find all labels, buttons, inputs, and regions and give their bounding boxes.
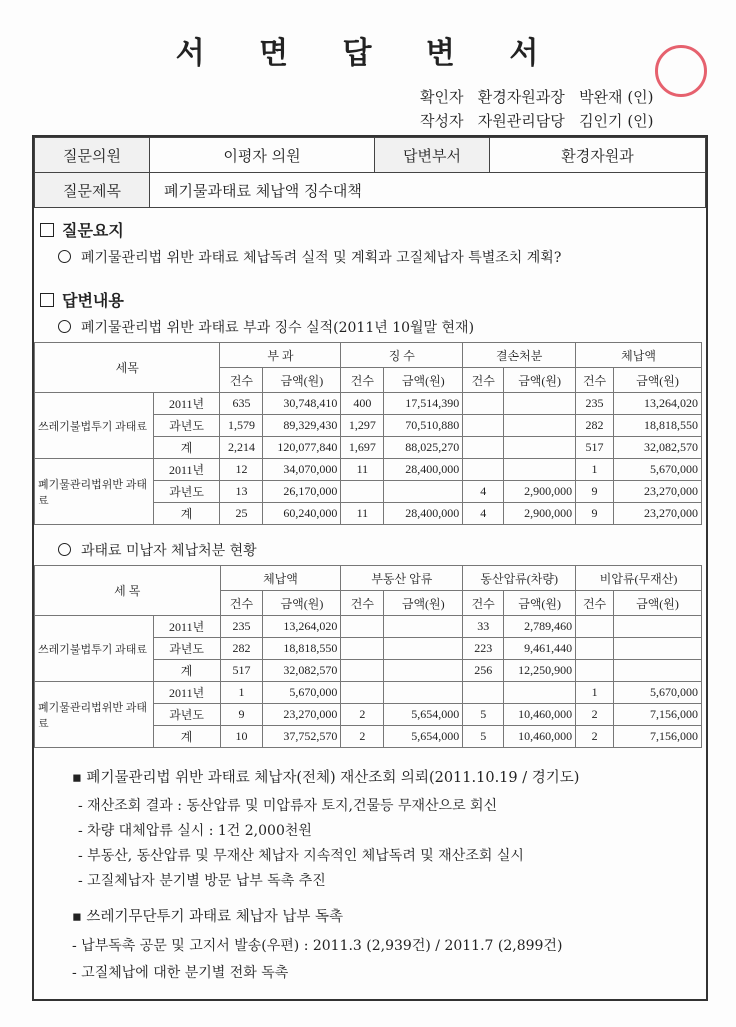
count-cell <box>576 660 614 682</box>
amount-cell: 32,082,570 <box>614 437 702 459</box>
table-row <box>35 616 702 638</box>
group-header: 동산압류(차량) <box>463 566 576 591</box>
count-cell <box>341 616 384 638</box>
item-header: 세 목 <box>35 566 221 616</box>
row-label: 계 <box>153 437 220 459</box>
amount-header: 금액(원) <box>504 368 576 393</box>
count-cell <box>463 415 504 437</box>
sig-role: 작성자 <box>420 112 464 130</box>
amount-cell <box>614 638 702 660</box>
count-cell: 33 <box>463 616 504 638</box>
amount-cell: 5,670,000 <box>614 459 702 481</box>
table-row <box>35 459 702 481</box>
dept-label: 답변부서 <box>375 138 490 173</box>
count-cell: 400 <box>341 393 384 415</box>
summary-text-value: 폐기물관리법 위반 과태료 체납독려 실적 및 계획과 고질체납자 특별조치 계획? <box>81 250 562 266</box>
amount-cell: 37,752,570 <box>263 726 341 748</box>
count-cell: 1,697 <box>341 437 384 459</box>
count-cell: 4 <box>463 503 504 525</box>
amount-cell <box>384 481 463 503</box>
amount-cell: 23,270,000 <box>614 503 702 525</box>
amount-cell: 120,077,840 <box>263 437 341 459</box>
count-cell <box>576 638 614 660</box>
amount-cell <box>614 660 702 682</box>
category-label: 쓰레기불법투기 과태료 <box>35 616 154 682</box>
count-cell <box>576 616 614 638</box>
group-header: 비압류(무재산) <box>576 566 702 591</box>
amount-header: 금액(원) <box>384 591 463 616</box>
row-label: 과년도 <box>153 704 220 726</box>
amount-cell: 28,400,000 <box>384 459 463 481</box>
row-label: 과년도 <box>153 481 220 503</box>
count-cell <box>341 481 384 503</box>
count-cell: 1 <box>220 682 263 704</box>
count-header: 건수 <box>463 368 504 393</box>
count-cell: 235 <box>220 616 263 638</box>
amount-header: 금액(원) <box>263 368 341 393</box>
amount-cell: 32,082,570 <box>263 660 341 682</box>
checkbox-icon <box>40 223 54 237</box>
sig-mark: (인) <box>627 88 654 106</box>
amount-cell: 30,748,410 <box>263 393 341 415</box>
subject-value: 폐기물과태료 체납액 징수대책 <box>150 173 706 208</box>
amount-cell: 7,156,000 <box>614 704 702 726</box>
document-title: 서 면 답 변 서 <box>175 36 561 71</box>
amount-header: 금액(원) <box>504 591 576 616</box>
item-header: 세목 <box>35 343 220 393</box>
answer-heading <box>40 288 124 311</box>
amount-cell: 89,329,430 <box>263 415 341 437</box>
count-cell: 25 <box>220 503 263 525</box>
bullet2-item: - 납부독촉 공문 및 고지서 발송(우편) : 2011.3 (2,939건) / 2011.7 (2,899건) <box>72 938 563 954</box>
count-cell: 2 <box>576 704 614 726</box>
amount-cell: 10,460,000 <box>504 726 576 748</box>
row-label: 2011년 <box>153 616 220 638</box>
signature-confirmer <box>420 86 654 107</box>
group-header: 징 수 <box>341 343 463 368</box>
count-cell: 11 <box>341 503 384 525</box>
count-cell: 13 <box>220 481 263 503</box>
group-header: 체납액 <box>576 343 702 368</box>
count-cell: 9 <box>576 503 614 525</box>
amount-cell: 9,461,440 <box>504 638 576 660</box>
summary-heading-text: 질문요지 <box>62 221 124 240</box>
group-header: 부동산 압류 <box>341 566 463 591</box>
amount-cell: 17,514,390 <box>384 393 463 415</box>
summary-heading <box>40 218 124 241</box>
amount-header: 금액(원) <box>263 591 341 616</box>
circle-bullet-icon <box>58 543 71 556</box>
amount-cell: 2,900,000 <box>504 503 576 525</box>
row-label: 계 <box>153 503 220 525</box>
amount-cell <box>504 459 576 481</box>
count-cell: 10 <box>220 726 263 748</box>
amount-cell: 28,400,000 <box>384 503 463 525</box>
count-cell <box>463 682 504 704</box>
count-cell: 12 <box>220 459 263 481</box>
questioner-value: 이평자 의원 <box>150 138 375 173</box>
sig-dept: 환경자원과장 <box>477 88 565 106</box>
table-row <box>35 682 702 704</box>
count-cell: 11 <box>341 459 384 481</box>
table1-caption-text: 폐기물관리법 위반 과태료 부과 징수 실적(2011년 10월말 현재) <box>81 320 475 336</box>
amount-cell: 60,240,000 <box>263 503 341 525</box>
checkbox-icon <box>40 293 54 307</box>
count-cell: 1 <box>576 459 614 481</box>
count-cell: 635 <box>220 393 263 415</box>
amount-cell <box>504 437 576 459</box>
count-cell <box>341 638 384 660</box>
count-cell: 2 <box>341 704 384 726</box>
row-label: 과년도 <box>153 638 220 660</box>
count-header: 건수 <box>220 591 263 616</box>
group-header: 결손처분 <box>463 343 576 368</box>
sig-name: 김인기 <box>579 112 623 130</box>
amount-cell: 13,264,020 <box>263 616 341 638</box>
amount-header: 금액(원) <box>384 368 463 393</box>
count-header: 건수 <box>341 591 384 616</box>
count-cell <box>463 459 504 481</box>
amount-header: 금액(원) <box>614 591 702 616</box>
count-cell: 1 <box>576 682 614 704</box>
amount-cell: 12,250,900 <box>504 660 576 682</box>
count-cell: 4 <box>463 481 504 503</box>
count-cell: 2 <box>341 726 384 748</box>
row-label: 계 <box>153 660 220 682</box>
row-label: 계 <box>153 726 220 748</box>
sig-role: 확인자 <box>420 88 464 106</box>
row-label: 2011년 <box>153 393 220 415</box>
amount-cell: 34,070,000 <box>263 459 341 481</box>
amount-cell <box>384 660 463 682</box>
amount-cell <box>384 638 463 660</box>
amount-cell: 23,270,000 <box>614 481 702 503</box>
count-header: 건수 <box>463 591 504 616</box>
amount-cell: 10,460,000 <box>504 704 576 726</box>
table2-caption <box>58 540 257 560</box>
count-header: 건수 <box>576 368 614 393</box>
count-cell: 1,579 <box>220 415 263 437</box>
bullet1-item: - 차량 대체압류 실시 : 1건 2,000천원 <box>78 823 312 839</box>
info-table <box>34 137 706 208</box>
amount-cell <box>504 682 576 704</box>
category-label: 폐기물관리법위반 과태료 <box>35 682 154 748</box>
sig-mark: (인) <box>627 112 654 130</box>
amount-cell: 5,654,000 <box>384 704 463 726</box>
count-cell <box>463 393 504 415</box>
bullet1-item: - 재산조회 결과 : 동산압류 및 미압류자 토지,건물등 무재산으로 회신 <box>78 798 498 814</box>
table1-caption <box>58 317 474 337</box>
count-cell: 517 <box>576 437 614 459</box>
category-label: 폐기물관리법위반 과태료 <box>35 459 154 525</box>
amount-cell <box>504 415 576 437</box>
amount-cell: 26,170,000 <box>263 481 341 503</box>
bullet1-head: ▪ 폐기물관리법 위반 과태료 체납자(전체) 재산조회 의뢰(2011.10.19 / 경기도) <box>72 770 580 786</box>
amount-cell: 5,654,000 <box>384 726 463 748</box>
amount-cell <box>384 616 463 638</box>
amount-cell: 2,900,000 <box>504 481 576 503</box>
count-cell <box>341 682 384 704</box>
amount-cell: 18,818,550 <box>614 415 702 437</box>
count-cell <box>463 437 504 459</box>
questioner-label: 질문의원 <box>35 138 150 173</box>
sig-name: 박완재 <box>579 88 623 106</box>
summary-text <box>58 247 561 267</box>
subject-label: 질문제목 <box>35 173 150 208</box>
amount-cell <box>504 393 576 415</box>
amount-cell: 5,670,000 <box>614 682 702 704</box>
red-seal-stamp <box>655 45 707 97</box>
amount-cell <box>614 616 702 638</box>
amount-header: 금액(원) <box>614 368 702 393</box>
signature-writer <box>420 110 654 131</box>
count-cell: 2,214 <box>220 437 263 459</box>
levy-collection-table <box>34 342 702 525</box>
count-cell: 2 <box>576 726 614 748</box>
count-cell: 256 <box>463 660 504 682</box>
count-cell: 5 <box>463 704 504 726</box>
circle-bullet-icon <box>58 320 71 333</box>
amount-cell: 23,270,000 <box>263 704 341 726</box>
count-cell: 9 <box>576 481 614 503</box>
dept-value: 환경자원과 <box>490 138 706 173</box>
answer-heading-text: 답변내용 <box>62 291 124 310</box>
bullet2-head: ▪ 쓰레기무단투기 과태료 체납자 납부 독촉 <box>72 909 343 925</box>
amount-cell: 70,510,880 <box>384 415 463 437</box>
amount-cell: 5,670,000 <box>263 682 341 704</box>
table2-caption-text: 과태료 미납자 체납처분 현황 <box>81 543 257 559</box>
amount-cell: 13,264,020 <box>614 393 702 415</box>
count-cell <box>341 660 384 682</box>
row-label: 과년도 <box>153 415 220 437</box>
bullet1-item: - 부동산, 동산압류 및 무재산 체납자 지속적인 체납독려 및 재산조회 실시 <box>78 848 524 864</box>
sig-dept: 자원관리담당 <box>477 112 565 130</box>
category-label: 쓰레기불법투기 과태료 <box>35 393 154 459</box>
bullet1-item: - 고질체납자 분기별 방문 납부 독촉 추진 <box>78 873 326 889</box>
count-header: 건수 <box>220 368 263 393</box>
amount-cell <box>384 682 463 704</box>
count-header: 건수 <box>576 591 614 616</box>
count-header: 건수 <box>341 368 384 393</box>
count-cell: 9 <box>220 704 263 726</box>
amount-cell: 2,789,460 <box>504 616 576 638</box>
circle-bullet-icon <box>58 250 71 263</box>
count-cell: 235 <box>576 393 614 415</box>
arrears-disposition-table <box>34 565 702 748</box>
count-cell: 282 <box>576 415 614 437</box>
group-header: 부 과 <box>220 343 341 368</box>
count-cell: 1,297 <box>341 415 384 437</box>
amount-cell: 7,156,000 <box>614 726 702 748</box>
count-cell: 517 <box>220 660 263 682</box>
group-header: 체납액 <box>220 566 341 591</box>
count-cell: 223 <box>463 638 504 660</box>
count-cell: 5 <box>463 726 504 748</box>
amount-cell: 18,818,550 <box>263 638 341 660</box>
bullet2-item: - 고질체납에 대한 분기별 전화 독촉 <box>72 965 289 981</box>
row-label: 2011년 <box>153 682 220 704</box>
row-label: 2011년 <box>153 459 220 481</box>
table-row <box>35 393 702 415</box>
count-cell: 282 <box>220 638 263 660</box>
amount-cell: 88,025,270 <box>384 437 463 459</box>
